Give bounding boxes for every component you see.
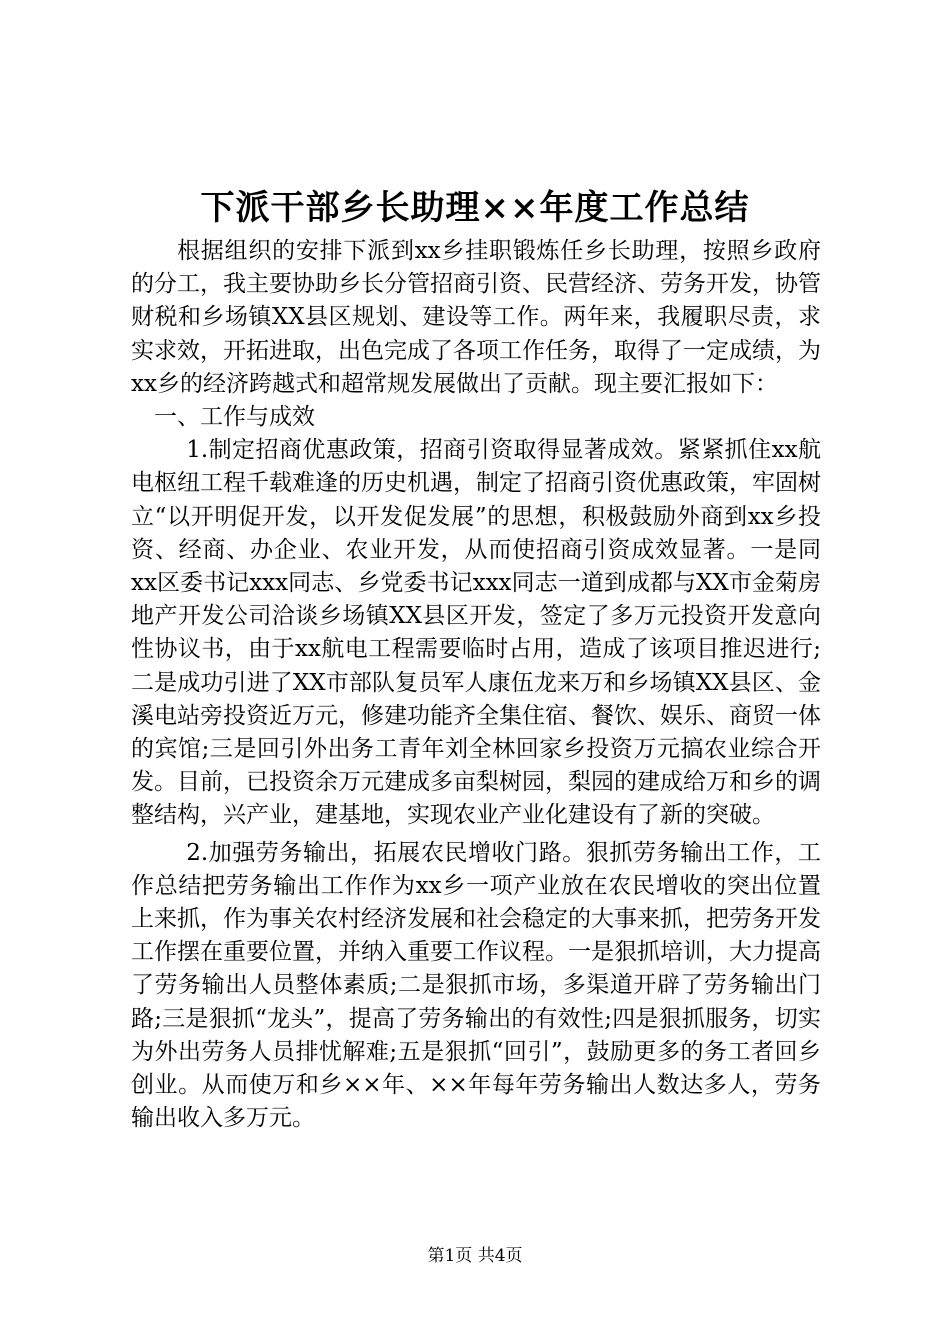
page-number: 第1页 共4页: [427, 1246, 523, 1266]
item-2-paragraph: 2.加强劳务输出，拓展农民增收门路。狠抓劳务输出工作，工作总结把劳务输出工作作为xx乡一项产业放在农民增收的突出位置上来抓，作为事关农村经济发展和社会稳定的大事来抓，把劳务开发工作摆在重要位置，并纳入重要工作议程。一是狠抓培训，大力提高了劳务输出人员整体素质;二是狠抓市场，多渠道开辟了劳务输出门路;三是狠抓“龙头”，提高了劳务输出的有效性;四是狠抓服务，切实为外出劳务人员排忧解难;五是狠抓“回引”，鼓励更多的务工者回乡创业。从而使万和乡××年、××年每年劳务输出人数达多人，劳务输出收入多万元。: [131, 839, 821, 1132]
section-heading: 一、工作与成效: [154, 404, 315, 431]
document-title: 下派干部乡长助理××年度工作总结: [200, 188, 750, 228]
item-1-paragraph: 1.制定招商优惠政策，招商引资取得显著成效。紧紧抓住xx航电枢纽工程千载难逢的历史机遇，制定了招商引资优惠政策，牢固树立“以开明促开发，以开发促发展”的思想，积极鼓励外商到xx乡投资、经商、办企业、农业开发，从而使招商引资成效显著。一是同xx区委书记xxx同志、乡党委书记xxx同志一道到成都与XX市金菊房地产开发公司洽谈乡场镇XX县区开发，签定了多万元投资开发意向性协议书，由于xx航电工程需要临时占用，造成了该项目推迟进行;二是成功引进了XX市部队复员军人康伍龙来万和乡场镇XX县区、金溪电站旁投资近万元，修建功能齐全集住宿、餐饮、娱乐、商贸一体的宾馆;三是回引外出务工青年刘全林回家乡投资万元搞农业综合开发。目前，已投资余万元建成多亩梨树园，梨园的建成给万和乡的调整结构，兴产业，建基地，实现农业产业化建设有了新的突破。: [131, 437, 821, 829]
document-body: [131, 235, 821, 1135]
intro-paragraph: 根据组织的安排下派到xx乡挂职锻炼任乡长助理，按照乡政府的分工，我主要协助乡长分管招商引资、民营经济、劳务开发，协管财税和乡场镇XX县区规划、建设等工作。两年来，我履职尽责，求实求效，开拓进取，出色完成了各项工作任务，取得了一定成绩，为xx乡的经济跨越式和超常规发展做出了贡献。现主要汇报如下：: [131, 238, 821, 397]
